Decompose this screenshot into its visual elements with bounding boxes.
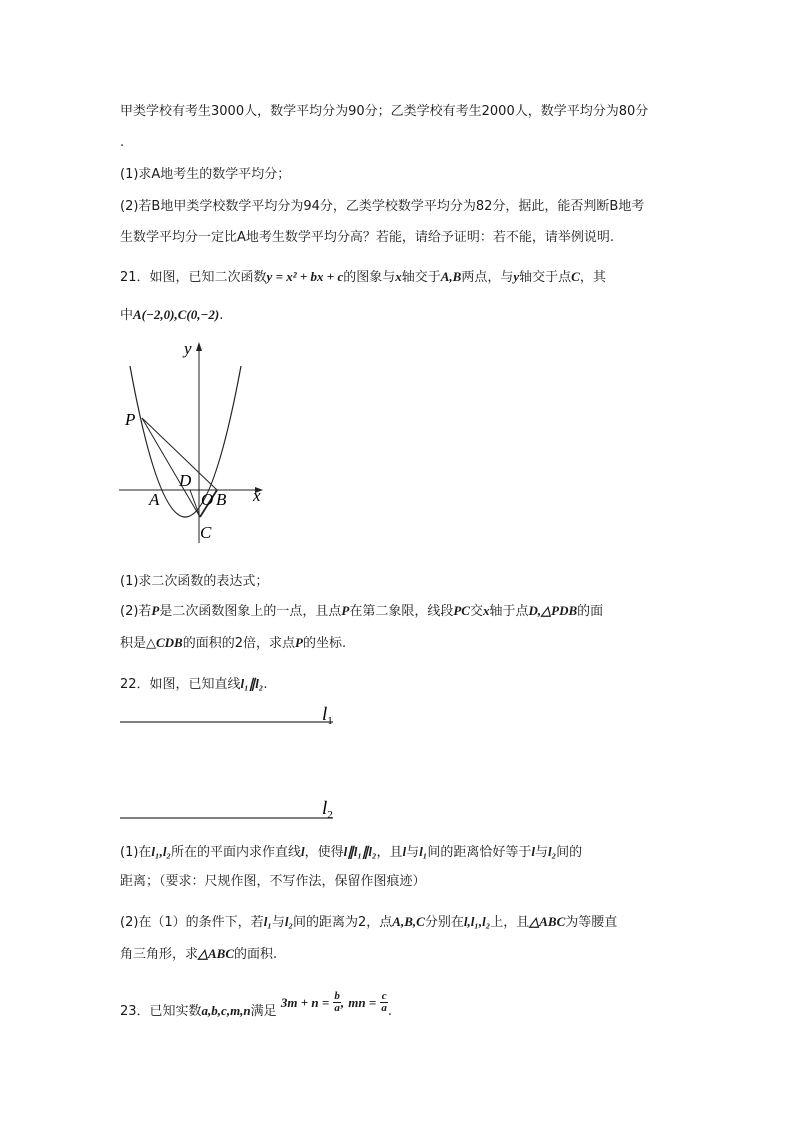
q21-x-symbol: x [395,269,402,284]
q21-text: (2)若 [120,604,152,619]
q22-text: (2)在（1）的条件下，若 [120,915,264,930]
q21-text: 在第二象限，线段 [349,604,454,619]
label-d: D [179,471,192,490]
label-y: y [184,339,192,358]
q21-text: 的面积的2倍，求点 [182,636,296,651]
intro-line-2: . [120,135,125,150]
q22-math: l₁ [263,914,272,929]
q22-math: A,B,C [392,914,425,929]
q23-text: . [387,1004,393,1019]
q21-part-1: (1)求二次函数的表达式； [120,574,269,589]
q22-text: 与 [406,845,420,860]
q21-y-symbol: y [513,269,520,284]
q21-text: 轴交于点 [519,270,572,285]
q22-parallel-lines-figure [115,700,355,830]
y-axis-arrow [196,342,202,351]
q22-text: 间的 [556,845,583,860]
q22-part-1-line-1 [120,842,582,863]
q21-x-symbol: x [483,603,490,618]
q22-text: 与 [271,915,285,930]
label-p: P [125,410,136,429]
q21-point-p: P [295,635,303,650]
q21-text: 的图象与 [343,270,396,285]
q22-text: 与 [534,845,548,860]
q23-numerator: c [381,990,387,1002]
q23-denominator: a [381,1002,387,1014]
q21-text: . [219,308,224,323]
q22-text: 所在的平面内求作直线 [170,845,301,860]
q22-math: △ABC [529,914,566,929]
q21-parabola-figure [115,338,275,548]
q23-fraction-b-over-a [333,991,341,1014]
q22-text: 间的距离为2，点 [293,915,393,930]
q21-text: 轴交于 [401,270,441,285]
q21-text: 是二次函数图象上的一点，且点 [159,604,342,619]
q22-math: l [300,844,305,859]
q22-math: l₂ [548,844,557,859]
q21-point-p: P [341,603,350,618]
q22-math: l,l₁,l₂ [463,914,491,929]
q23-numerator: b [334,990,340,1002]
q21-point-c: C [571,269,580,284]
label-o: O [201,490,214,509]
intro-line-1: 甲类学校有考生3000人，数学平均分为90分；乙类学校有考生2000人，数学平均分为80分 [120,104,649,119]
q21-text: 轴于点 [489,604,529,619]
q21-text: 交 [469,604,483,619]
q21-point-p: P [151,603,160,618]
q23-denominator: a [334,1002,340,1014]
q23-text: 满足 [250,1004,277,1019]
q22-text: 间的距离恰好等于 [427,845,532,860]
q22-text: . [263,677,268,692]
q21-part-2-line-2 [120,633,346,654]
q22-math: l [402,844,407,859]
q23-separator: , [340,995,345,1010]
label-x: x [253,486,261,505]
label-l2: $l_2$ [322,798,333,821]
q20-part-2-line-2: 生数学平均分一定比A地考生数学平均分高？若能，请给予证明：若不能，请举例说明. [120,230,615,245]
q22-text: 角三角形，求 [120,947,199,962]
q23-equation-1-left: 3m + n = [280,995,330,1010]
q20-part-1: (1)求A地考生的数学平均分； [120,167,291,182]
q22-text: 为等腰直 [565,915,618,930]
q22-math: △ABC [198,946,235,961]
label-c: C [200,523,212,542]
q21-stem-line-2 [120,305,223,326]
q21-function: y = x² + bx + c [266,269,344,284]
q22-part-2-line-2 [120,944,277,965]
q22-text: 的面积. [234,947,278,962]
q20-part-2-line-1: (2)若B地甲类学校数学平均分为94分，乙类学校数学平均分为82分，据此，能否判断B地考 [120,199,645,214]
q22-part-1-line-2: 距离；（要求：尺规作图，不写作法，保留作图痕迹） [120,874,426,889]
q21-part-2-line-1 [120,601,603,622]
label-b: B [216,490,227,509]
q23-variables: a,b,c,m,n [201,1003,251,1018]
q21-text: 两点，与 [461,270,514,285]
q21-text: 中 [120,308,134,323]
q22-math: l₁ [419,844,428,859]
q22-math: l [531,844,535,859]
q21-triangle-pdb: D,△PDB [528,603,578,618]
q22-lead: 22．如图，已知直线 [120,677,241,692]
q21-text: 的坐标. [302,636,347,651]
q21-lead: 21．如图，已知二次函数 [120,270,267,285]
q22-parallel-lines: l₁∥l₂ [240,676,264,691]
q21-text: 积是△ [120,636,156,651]
label-l1: $l_1$ [322,704,333,727]
q22-text: (1)在 [120,845,152,860]
q23-lead: 23．已知实数 [120,1004,202,1019]
q23-stem [120,990,392,1025]
q22-text: 分别在 [424,915,464,930]
q22-stem [120,674,267,695]
q22-math: l₂ [284,914,294,929]
q21-text: 的面 [577,604,604,619]
q21-segment-pc: PC [453,603,470,618]
q21-triangle-cdb: CDB [156,635,183,650]
q23-fraction-c-over-a [380,991,388,1014]
q22-text: 上，且 [490,915,530,930]
q21-points-ab: A,B [440,269,462,284]
q21-stem-line-1 [120,267,606,288]
q22-math: l∥l₁∥l₂ [343,844,377,859]
q22-math: l₁,l₂ [151,844,171,859]
q23-equation-2-left: mn = [348,995,377,1010]
q22-text: ，使得 [304,845,344,860]
q21-text: ，其 [579,270,606,285]
q22-part-2-line-1 [120,912,617,933]
q22-text: ，且 [376,845,403,860]
label-a: A [149,490,160,509]
q21-coordinates: A(−2,0),C(0,−2) [133,307,220,322]
